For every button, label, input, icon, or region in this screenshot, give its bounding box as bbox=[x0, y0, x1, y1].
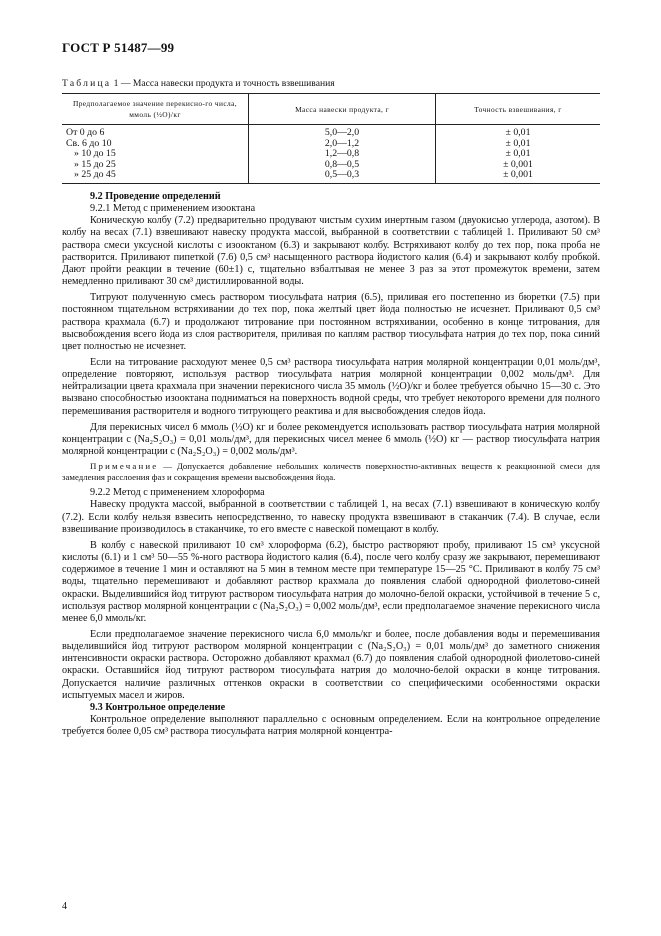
table-row bbox=[62, 170, 600, 183]
table-caption-text: 1 — Масса навески продукта и точность взвешивания bbox=[111, 78, 335, 89]
table-cell: ± 0,01 bbox=[436, 149, 601, 160]
table-cell: » 15 до 25 bbox=[74, 158, 116, 170]
paragraph: Если на титрование расходуют менее 0,5 см³ раствора тиосульфата натрия молярной концентрации 0,01 моль/дм³, определение повторяют, используя раствор тиосульфата натрия молярной концентрации 0,002 моль/дм³. Для нейтрализации цвета крахмала при значении перекисного числа 35 ммоль (½O)/кг и более требуется обычно 15—30 с. Это вызвано способностью изооктана подниматься на поверхность водной среды, что требует некоторого времени для полного перемешивания растворителя и водного титрующего реактива и для высвобождения следов йода. bbox=[62, 357, 600, 417]
table-cell: Св. 6 до 10 bbox=[66, 137, 112, 149]
table-cell: » 10 до 15 bbox=[74, 148, 116, 160]
table-cell: 5,0—2,0 bbox=[249, 125, 436, 139]
paragraph: Коническую колбу (7.2) предварительно продувают чистым сухим инертным газом (двуокисью углерода, азотом). В колбу на весах (7.1) взвешивают навеску продукта массой, выбранной в соответствии с таблицей 1. Приливают 50 см³ раствора смеси уксусной кислоты с изооктаном (6.3) и закрывают колбу. Встряхивают колбу до тех пор, пока проба не растворится. Приливают пипеткой (7.6) 0,5 см³ насыщенного раствора йодистого калия (6.4) и закрывают колбу пробкой. Дают пройти реакции в течение (60±1) с, тщательно взбалтывая не менее 3 раз за этот промежуток времени, затем немедленно приливают 30 см³ дистиллированной воды. bbox=[62, 215, 600, 288]
document-body bbox=[62, 191, 600, 738]
table-caption bbox=[62, 78, 600, 89]
note-label: Примечание bbox=[90, 461, 159, 472]
paragraph: Для перекисных чисел 6 ммоль (½O) кг и более рекомендуется использовать раствор тиосульфата натрия молярной концентрации c (Na₂S₂O₃) = 0,01 моль/дм³, для перекисных чисел менее 6 ммоль (½O) кг — раствор тиосульфата натрия молярной концентрации c (Na₂S₂O₃) = 0,002 моль/дм³. bbox=[62, 421, 600, 458]
section-9-2-2-heading: 9.2.2 Метод с применением хлороформа bbox=[90, 487, 265, 499]
table-header-accuracy: Точность взвешивания, г bbox=[436, 94, 601, 125]
paragraph: Если предполагаемое значение перекисного числа 6,0 ммоль/кг и более, после добавления воды и перемешивания выделившийся йод титруют раствором молярной концентрации c (Na₂S₂O₃) = 0,01 моль/дм³ до заметного снижения интенсивности окраски раствора. Осторожно добавляют крахмал (6.7) до появления слабой однородной фиолетово-синей окраски. Оставшийся йод титруют раствором тиосульфата натрия до молочно-белой окраски в конце титрования. Допускается наличие различных оттенков окраски в соответствии со специфическими особенностями окраски испытуемых масел и жиров. bbox=[62, 628, 600, 701]
paragraph: В колбу с навеской приливают 10 см³ хлороформа (6.2), быстро растворяют пробу, приливают 15 см³ уксусной кислоты (6.1) и 1 см³ 50—55 %-ного раствора йодистого калия (6.4), после чего колбу сразу же закрывают, перемешивают содержимое в течение 1 мин и оставляют на 5 мин в темном месте при температуре 15—25 °С. Приливают в колбу 75 см³ воды, тщательно перемешивают и добавляют раствор крахмала до появления слабой однородной фиолетово-синей окраски. Выделившийся йод титруют раствором тиосульфата натрия до молочно-белой окраски, устойчивой в течение 5 с, используя раствор молярной концентрации c (Na₂S₂O₃) = 0,002 моль/дм³, если предполагаемое значение перекисного числа менее 6,0 ммоль/кг. bbox=[62, 539, 600, 624]
table-header-peroxide-value: Предполагаемое значение перекисно-го числа, ммоль (½O)/кг bbox=[62, 94, 249, 125]
table-cell: От 0 до 6 bbox=[66, 127, 105, 138]
document-header: ГОСТ Р 51487—99 bbox=[62, 40, 175, 55]
table-cell: 2,0—1,2 bbox=[249, 139, 436, 150]
table-row bbox=[62, 125, 600, 139]
table-cell: ± 0,01 bbox=[436, 139, 601, 150]
section-9-2-1-heading: 9.2.1 Метод с применением изооктана bbox=[90, 203, 256, 215]
table-cell: 0,5—0,3 bbox=[249, 170, 436, 183]
table-header-sample-mass: Масса навески продукта, г bbox=[249, 94, 436, 125]
section-9-2-heading: 9.2 Проведение определений bbox=[90, 190, 221, 202]
table-cell: 1,2—0,8 bbox=[249, 149, 436, 160]
paragraph: Навеску продукта массой, выбранной в соответствии с таблицей 1, на весах (7.1) взвешивают в коническую колбу (7.2). Если колбу нельзя взвесить непосредственно, то навеску продукта взвешивают в стаканчик (7.4). В случае, если взвешивание производилось в стаканчике, то его вместе с навеской помещают в колбу. bbox=[62, 499, 600, 535]
page-number: 4 bbox=[62, 901, 67, 912]
section-9-3-heading: 9.3 Контрольное определение bbox=[90, 701, 226, 713]
note-text: — Допускается добавление небольших количеств поверхностно-активных веществ к реакционной смеси для замедления расслоения фаз и сокращения времени высвобождения йода. bbox=[62, 461, 600, 483]
sample-mass-table bbox=[62, 93, 600, 184]
table-cell: 0,8—0,5 bbox=[249, 160, 436, 171]
table-cell: ± 0,001 bbox=[436, 160, 601, 171]
table-cell: » 25 до 45 bbox=[62, 170, 249, 183]
table-caption-label: Таблица bbox=[62, 78, 112, 89]
page bbox=[62, 40, 600, 738]
paragraph: Контрольное определение выполняют параллельно с основным определением. Если на контрольное определение требуется более 0,05 см³ раствора тиосульфата натрия молярной концентра- bbox=[62, 714, 600, 738]
paragraph: Титруют полученную смесь раствором тиосульфата натрия (6.5), приливая его постепенно из бюретки (7.5) при постоянном тщательном встряхивании до тех пор, пока желтый цвет йода полностью не исчезнет. Приливают 0,5 см³ раствора крахмала (6.7) и продолжают титрование при постоянном встряхивании, особенно в конце титрования, для высвобождения всего йода из слоя растворителя, приливая по каплям раствор тиосульфата натрия до тех пор, пока синий цвет полностью не исчезнет. bbox=[62, 292, 600, 352]
table-cell: ± 0,01 bbox=[436, 125, 601, 139]
note bbox=[62, 461, 600, 483]
table-cell: ± 0,001 bbox=[436, 170, 601, 183]
